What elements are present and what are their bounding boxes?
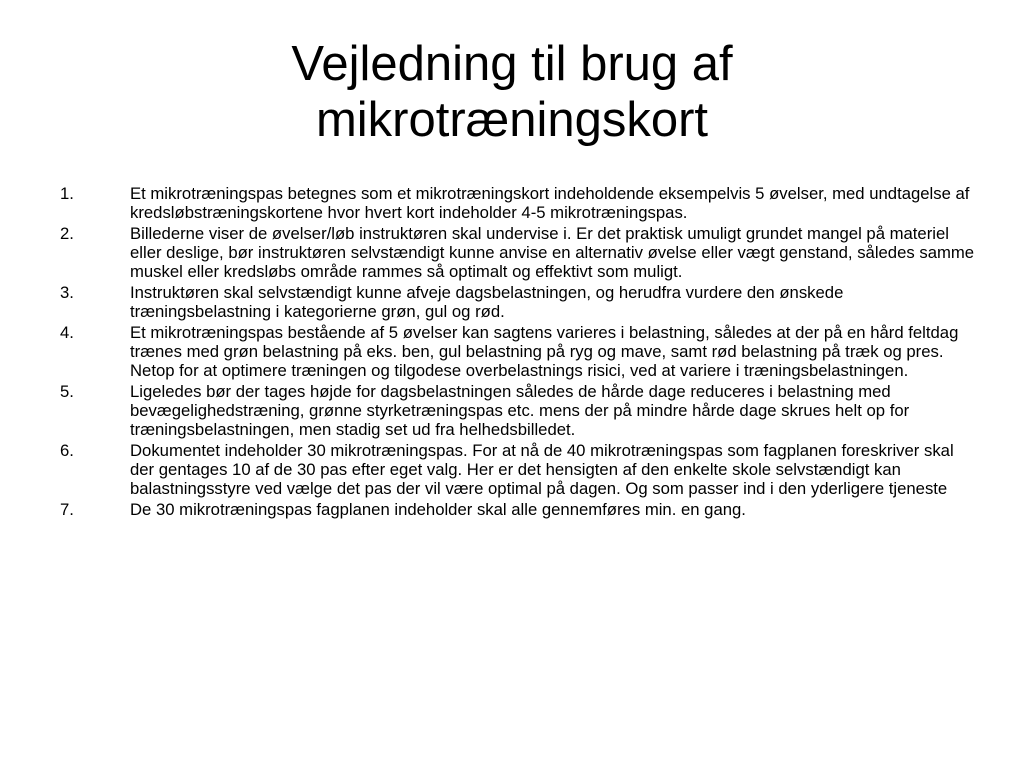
list-item-text: De 30 mikrotræningspas fagplanen indeholder skal alle gennemføres min. en gang. [130, 500, 746, 519]
list-item-number: 2. [60, 224, 74, 243]
list-item-text: Et mikrotræningspas betegnes som et mikrotræningskort indeholdende eksempelvis 5 øvelser, med undtagelse af kredsløbstræningskortene hvor hvert kort indeholder 4-5 mikrotræningspas. [130, 184, 970, 222]
list-item-text: Ligeledes bør der tages højde for dagsbelastningen således de hårde dage reduceres i belastning med bevægelighedstræning, grønne styrketræningspas etc. mens der på mindre hårde dage skrues helt op for træningsbelastningen, men stadig set ud fra helhedsbilledet. [130, 382, 910, 439]
list-item-text: Dokumentet indeholder 30 mikrotræningspas. For at nå de 40 mikrotræningspas som fagplanen foreskriver skal der gentages 10 af de 30 pas efter eget valg. Her er det hensigten af den enkelte skole selvstændigt kan balastningsstyre ved vælge det pas der vil være optimal på dagen. Og som passer ind i den yderligere tjeneste [130, 441, 954, 498]
list-item-number: 6. [60, 441, 74, 460]
list-item-number: 3. [60, 283, 74, 302]
list-item [60, 323, 975, 380]
list-item-text: Et mikrotræningspas bestående af 5 øvelser kan sagtens varieres i belastning, således at der på en hård feltdag trænes med grøn belastning på eks. ben, gul belastning på ryg og mave, samt rød belastning på træk og pres. Netop for at optimere træningen og tilgodese overbelastnings risici, ved at variere i træningsbelastningen. [130, 323, 959, 380]
list-item [60, 224, 975, 281]
list-item [60, 500, 975, 519]
list-item [60, 382, 975, 439]
slide-title-line-2: mikrotræningskort [315, 93, 709, 147]
list-item-text: Instruktøren skal selvstændigt kunne afveje dagsbelastningen, og herudfra vurdere den ønskede træningsbelastning i kategorierne grøn, gul og rød. [130, 283, 844, 321]
list-item-number: 1. [60, 184, 74, 203]
list-item-number: 7. [60, 500, 74, 519]
numbered-list [60, 184, 975, 521]
list-item-text: Billederne viser de øvelser/løb instruktøren skal undervise i. Er det praktisk umuligt grundet mangel på materiel eller deslige, bør instruktøren selvstændigt kunne anvise en alternativ øvelse eller vægt genstand, således samme muskel eller kredsløbs område rammes så optimalt og effektivt som muligt. [130, 224, 975, 281]
list-item [60, 184, 975, 222]
list-item-number: 5. [60, 382, 74, 401]
list-item-number: 4. [60, 323, 74, 342]
slide-title [112, 36, 912, 148]
list-item [60, 441, 975, 498]
slide-title-line-1: Vejledning til brug af [291, 37, 733, 91]
list-item [60, 283, 975, 321]
